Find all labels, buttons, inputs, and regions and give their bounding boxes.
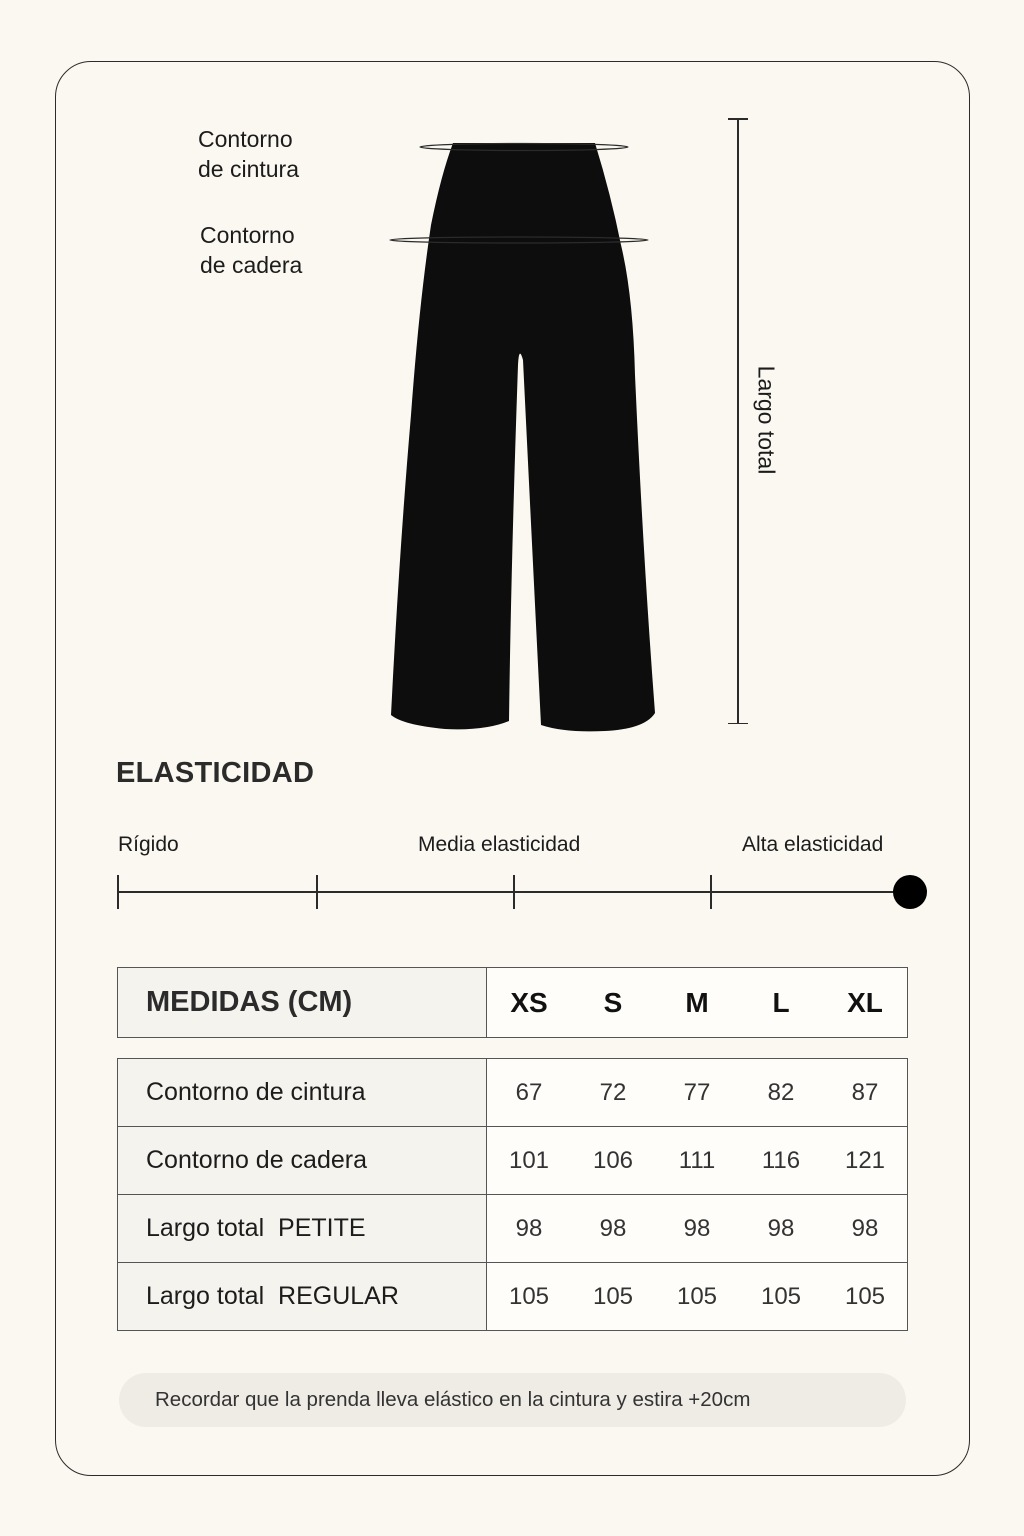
cell-value: 105 <box>592 1282 634 1310</box>
table-row <box>118 1195 908 1263</box>
cell-value: 98 <box>515 1214 543 1242</box>
size-xs: XS <box>510 986 548 1018</box>
table-row <box>118 1059 908 1127</box>
cell-value: 98 <box>851 1214 879 1242</box>
row-label: Largo total PETITE <box>118 1195 487 1263</box>
cell-value: 98 <box>683 1214 711 1242</box>
cell-value: 98 <box>599 1214 627 1242</box>
row-label: Largo total REGULAR <box>118 1263 487 1331</box>
cell-value: 105 <box>508 1282 550 1310</box>
cell-value: 82 <box>767 1078 795 1106</box>
cell-value: 72 <box>599 1078 627 1106</box>
waist-measure-ring <box>418 140 630 154</box>
measurements-header <box>117 967 908 1038</box>
measurements-title: MEDIDAS (CM) <box>118 968 487 1038</box>
cell-value: 101 <box>508 1146 550 1174</box>
cell-value: 106 <box>592 1146 634 1174</box>
elasticity-tick <box>316 875 318 909</box>
table-row <box>118 1127 908 1195</box>
table-row <box>118 1263 908 1331</box>
cell-value: 98 <box>767 1214 795 1242</box>
size-l: L <box>772 986 790 1018</box>
row-label: Contorno de cadera <box>118 1127 487 1195</box>
cell-value: 87 <box>851 1078 879 1106</box>
cell-value: 111 <box>678 1146 716 1174</box>
elasticity-label-low: Rígido <box>118 833 179 856</box>
elastic-note: Recordar que la prenda lleva elástico en la cintura y estira +20cm <box>119 1373 906 1427</box>
elasticity-title: ELASTICIDAD <box>116 757 315 789</box>
elasticity-tick <box>710 875 712 909</box>
cell-value: 116 <box>761 1146 801 1174</box>
length-ruler <box>728 118 748 724</box>
size-m: M <box>685 986 709 1018</box>
elasticity-tick <box>117 875 119 909</box>
size-xl: XL <box>847 986 883 1018</box>
cell-value: 67 <box>515 1078 543 1106</box>
waist-label: Contorno de cintura <box>198 126 300 182</box>
length-label: Largo total <box>753 365 780 475</box>
size-s: S <box>603 986 623 1018</box>
hip-measure-ring <box>388 233 650 247</box>
elasticity-tick <box>513 875 515 909</box>
cell-value: 105 <box>844 1282 886 1310</box>
hip-label: Contorno de cadera <box>200 222 303 278</box>
cell-value: 105 <box>760 1282 802 1310</box>
cell-value: 121 <box>844 1146 886 1174</box>
elasticity-label-high: Alta elasticidad <box>742 833 884 856</box>
cell-value: 105 <box>676 1282 718 1310</box>
elasticity-label-mid: Media elasticidad <box>418 833 581 856</box>
measurements-table <box>117 1058 908 1331</box>
elasticity-level-indicator <box>893 875 927 909</box>
row-label: Contorno de cintura <box>118 1059 487 1127</box>
cell-value: 77 <box>683 1078 711 1106</box>
pants-illustration <box>385 135 655 735</box>
